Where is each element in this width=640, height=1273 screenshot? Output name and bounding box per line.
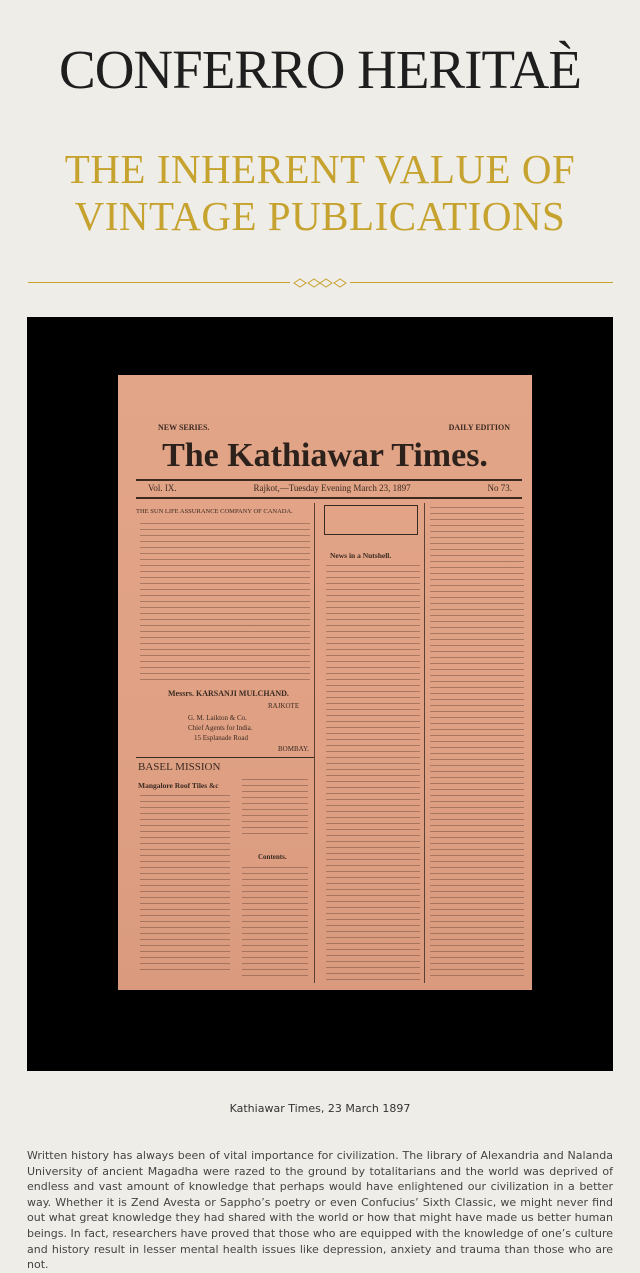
agency-city: BOMBAY.: [278, 745, 309, 753]
tiles: Mangalore Roof Tiles &c: [138, 781, 219, 790]
text-block: [430, 507, 524, 977]
agency: G. M. Laikton & Co.: [188, 714, 247, 722]
advert-box: [324, 505, 418, 535]
contents-heading: Contents.: [258, 853, 287, 861]
dateline: [148, 483, 512, 494]
nutshell-heading: News in a Nutshell.: [330, 551, 392, 560]
daily-edition-label: DAILY EDITION: [448, 423, 510, 432]
column-rule: [314, 503, 315, 983]
text-block: [242, 867, 308, 977]
basel-mission: BASEL MISSION: [138, 761, 221, 773]
newspaper-page: [118, 375, 532, 990]
article-body: Written history has always been of vital importance for civilization. The library of Alexandria and Nalanda University of ancient Magadha were razed to the ground by totalitarians and the world was deprived of endless and vast amount of knowledge that perhaps would have enlightened our civilization in a better way. Whether it is Zend Avesta or Sappho’s poetry or even Confucius’ Sixth Classic, we might never find out what great knowledge they had shared with the world or how that might have made us better human beings. In fact, researchers have proved that those who are equipped with the knowledge of one’s culture and history result in lesser mental health issues like depression, anxiety and trauma than those who are not.: [27, 1149, 613, 1272]
rule: [136, 757, 314, 758]
agency-sub: Chief Agents for India.: [188, 724, 253, 732]
column-rule: [424, 503, 425, 983]
new-series-label: NEW SERIES.: [158, 423, 210, 432]
text-block: [140, 795, 230, 975]
agency-address: 15 Esplanade Road: [194, 734, 249, 742]
newspaper-image: [27, 317, 613, 1071]
newspaper-masthead: The Kathiawar Times.: [162, 437, 488, 474]
text-block: [242, 779, 308, 839]
agents-place: RAJKOTE: [268, 702, 300, 710]
col1-heading: THE SUN LIFE ASSURANCE COMPANY OF CANADA.: [136, 508, 293, 515]
text-block: [326, 565, 420, 980]
rule: [136, 479, 522, 481]
agents: Messrs. KARSANJI MULCHAND.: [168, 689, 289, 698]
volume: Vol. IX.: [148, 483, 177, 493]
ornament-icon: [290, 275, 350, 289]
date: Rajkot,—Tuesday Evening March 23, 1897: [253, 483, 411, 493]
rule: [136, 497, 522, 499]
brand-logo: CONFERRO HERITAÈ: [59, 39, 581, 100]
image-caption: Kathiawar Times, 23 March 1897: [229, 1102, 411, 1115]
issue-number: No 73.: [487, 483, 512, 493]
page-title: [0, 146, 640, 240]
text-block: [140, 523, 310, 683]
title-line-1: THE INHERENT VALUE OF: [64, 146, 576, 192]
title-line-2: VINTAGE PUBLICATIONS: [74, 193, 566, 239]
